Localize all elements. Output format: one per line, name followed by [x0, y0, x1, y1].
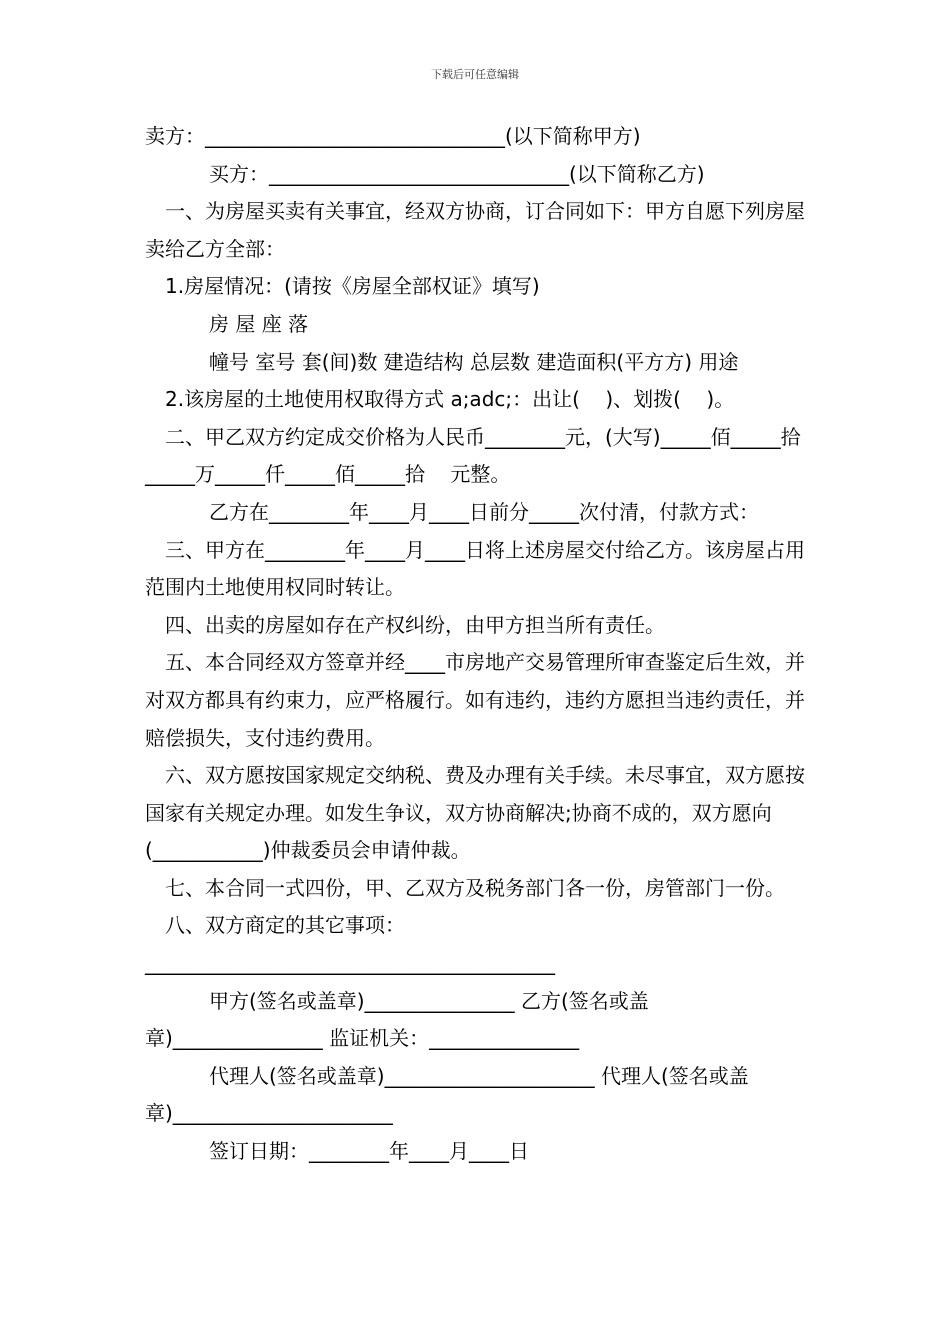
clause-7: 七、本合同一式四份，甲、乙双方及税务部门各一份，房管部门一份。 — [165, 875, 785, 900]
clause-5: 五、本合同经双方签章并经____市房地产交易管理所审查鉴定后生效，并对双方都具有约束力，应严格履行。如有违约，违约方愿担当违约责任，并赔偿损失，支付违约费用。 — [145, 650, 805, 750]
buyer-line: 买方：______________________________(以下简称乙方) — [209, 161, 705, 186]
clause-4: 四、出卖的房屋如存在产权纠纷，由甲方担当所有责任。 — [165, 612, 665, 637]
page-header: 下载后可任意编辑 — [431, 68, 519, 81]
clause-6: 六、双方愿按国家规定交纳税、费及办理有关手续。未尽事宜，双方愿按国家有关规定办理。如发生争议，双方协商解决;协商不成的，双方愿向(___________)仲裁委员会申请仲裁。 — [145, 763, 805, 863]
contract-body — [145, 118, 810, 1171]
payment-terms: 乙方在________年____月____日前分_____次付清，付款方式： — [209, 499, 759, 524]
clause-1-item-2: 2.该房屋的土地使用权取得方式 a;adc;：出让( )、划拨( )。 — [165, 387, 735, 412]
clause-8: 八、双方商定的其它事项：_________________________________________ — [145, 913, 555, 976]
seller-line: 卖方：______________________________(以下简称甲方) — [145, 124, 641, 148]
clause-2: 二、甲乙双方约定成交价格为人民币________元，(大写)_____佰_____拾_____万_____仟_____佰_____拾 元整。 — [145, 424, 801, 487]
signature-line-agents: 代理人(签名或盖章)_____________________ 代理人(签名或盖章)______________________ — [145, 1063, 749, 1126]
signing-date: 签订日期：________年____月____日 — [209, 1139, 529, 1164]
property-location-label: 房 屋 座 落 — [209, 311, 309, 336]
clause-1: 一、为房屋买卖有关事宜，经双方协商，订合同如下：甲方自愿下列房屋卖给乙方全部： — [145, 199, 805, 261]
clause-1-item-1: 1.房屋情况：(请按《房屋全部权证》填写) — [165, 274, 540, 299]
property-table-headers: 幢号 室号 套(间)数 建造结构 总层数 建造面积(平方方) 用途 — [209, 349, 739, 374]
signature-line-parties: 甲方(签名或盖章)_______________ 乙方(签名或盖章)_______________ 监证机关：_______________ — [145, 988, 649, 1051]
clause-3: 三、甲方在________年____月____日将上述房屋交付给乙方。该房屋占用范围内土地使用权同时转让。 — [145, 537, 805, 600]
